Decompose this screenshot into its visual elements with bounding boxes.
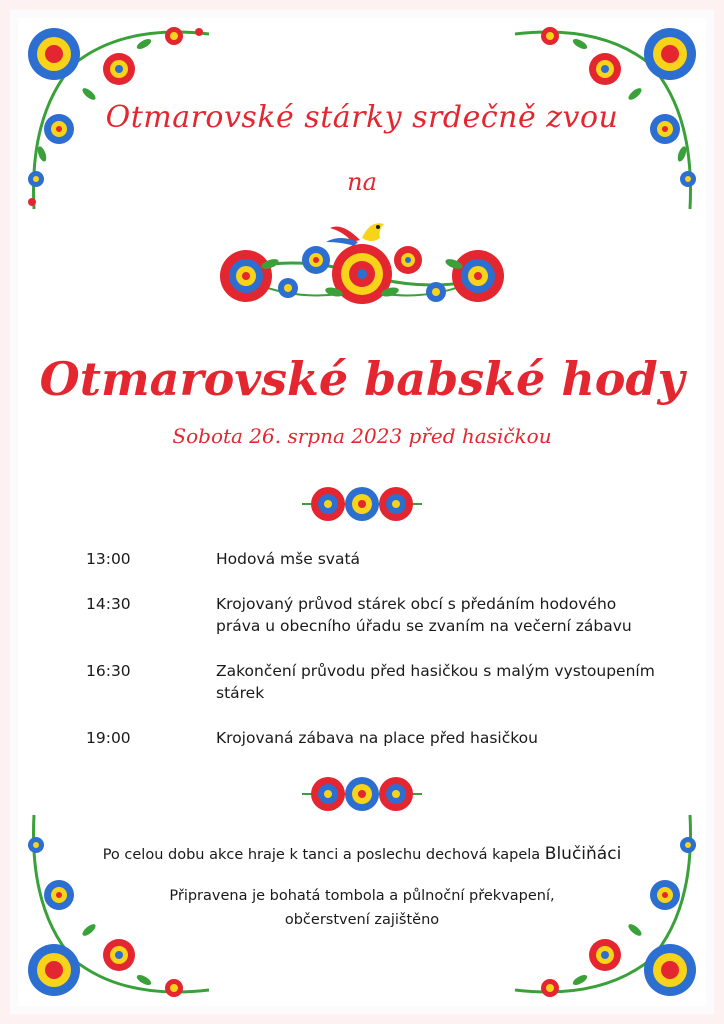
music-text: Po celou dobu akce hraje k tanci a poslechu dechová kapela xyxy=(102,847,545,863)
flower-divider-bottom xyxy=(300,774,424,814)
schedule-row xyxy=(86,660,656,704)
schedule-time: 13:00 xyxy=(86,550,131,568)
schedule-row xyxy=(86,727,656,749)
schedule-description: Krojovaná zábava na place před hasičkou xyxy=(216,729,538,747)
extras-info xyxy=(0,884,724,932)
band-name: Blučiňáci xyxy=(544,844,622,864)
program-schedule xyxy=(86,548,656,772)
event-title: Otmarovské babské hody xyxy=(39,352,685,406)
schedule-row xyxy=(86,548,656,570)
schedule-time: 19:00 xyxy=(86,729,131,747)
music-info xyxy=(0,842,724,867)
flower-divider-top xyxy=(300,484,424,524)
schedule-description: Krojovaný průvod stárek obcí s předáním hodového práva u obecního úřadu se zvaním na večerní zábavu xyxy=(216,595,632,635)
tombola-text: Připravena je bohatá tombola a půlnoční překvapení, xyxy=(169,888,555,904)
schedule-description: Hodová mše svatá xyxy=(216,550,361,568)
schedule-time: 16:30 xyxy=(86,662,131,680)
schedule-description: Zakončení průvodu před hasičkou s malým vystoupením stárek xyxy=(216,662,655,702)
schedule-row xyxy=(86,593,656,637)
invitation-heading: Otmarovské stárky srdečně zvou xyxy=(105,100,619,135)
folk-flower-bird-ornament xyxy=(212,212,512,308)
invitation-na: na xyxy=(347,168,377,196)
refreshments-text: občerstvení zajištěno xyxy=(284,912,440,928)
event-date: Sobota 26. srpna 2023 před hasičkou xyxy=(172,424,552,448)
schedule-time: 14:30 xyxy=(86,595,131,613)
